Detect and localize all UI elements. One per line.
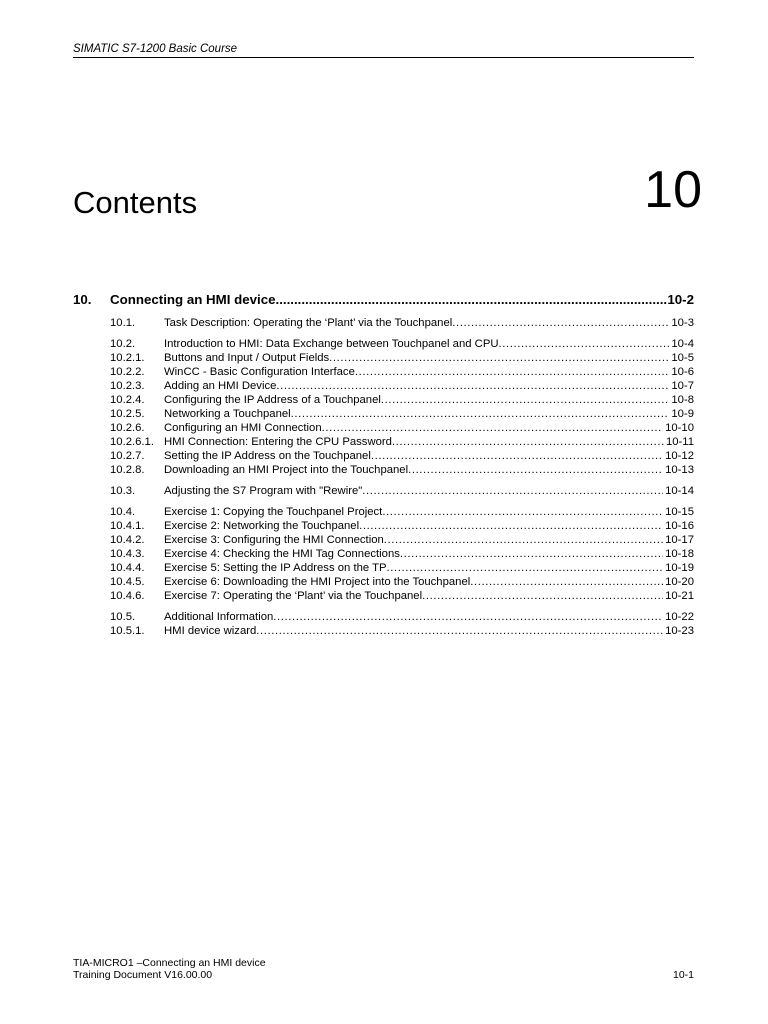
- toc-entry[interactable]: [110, 624, 694, 638]
- toc-leader-dots: [276, 291, 668, 308]
- toc-entry-number: 10.2.6.: [110, 422, 145, 434]
- running-footer: [73, 957, 694, 981]
- toc-entry-page: 10-7: [671, 380, 694, 392]
- toc-leader-dots: [359, 519, 663, 533]
- toc-leader-dots: [384, 533, 663, 547]
- toc-entry-text: Introduction to HMI: Data Exchange between Touchpanel and CPU: [164, 338, 499, 350]
- toc-entry-page: 10-6: [671, 366, 694, 378]
- toc-entry-page: 10-13: [665, 464, 694, 476]
- toc-entry-text: Configuring an HMI Connection: [164, 422, 322, 434]
- toc-entry-page: 10-5: [671, 352, 694, 364]
- toc-entry-number: 10.4.6.: [110, 590, 145, 602]
- toc-entry-number: 10.2.5.: [110, 408, 145, 420]
- toc-entry[interactable]: [110, 505, 694, 519]
- toc-entry[interactable]: [110, 435, 694, 449]
- toc-entry-number: 10.2.6.1.: [110, 436, 154, 448]
- toc-entry-page: 10-15: [665, 506, 694, 518]
- toc-entry-number: 10.2.8.: [110, 464, 145, 476]
- toc-entry-page: 10-14: [665, 485, 694, 497]
- toc-entry-page: 10-3: [671, 317, 694, 329]
- toc-entry-number: 10.1.: [110, 317, 136, 329]
- toc-entry-page: 10-17: [665, 534, 694, 546]
- toc-entry-text: HMI device wizard: [164, 625, 257, 637]
- toc-entry[interactable]: [110, 337, 694, 351]
- toc-entry-number: 10.4.: [110, 506, 136, 518]
- toc-entry[interactable]: [110, 316, 694, 330]
- toc-leader-dots: [276, 379, 669, 393]
- toc-entry-text: Networking a Touchpanel: [164, 408, 291, 420]
- footer-page-number: 10-1: [672, 969, 694, 981]
- toc-leader-dots: [400, 547, 663, 561]
- toc-entry[interactable]: [110, 610, 694, 624]
- toc-entry-page: 10-19: [665, 562, 694, 574]
- toc-entry-page: 10-11: [665, 436, 694, 448]
- toc-entry[interactable]: [110, 547, 694, 561]
- toc-leader-dots: [329, 351, 669, 365]
- toc-leader-dots: [408, 463, 663, 477]
- toc-entry-page: 10-9: [671, 408, 694, 420]
- toc-entry[interactable]: [110, 519, 694, 533]
- toc-entry[interactable]: [110, 407, 694, 421]
- toc-main-page: 10-2: [667, 292, 694, 307]
- toc-entry-number: 10.2.3.: [110, 380, 145, 392]
- toc-list: [110, 316, 694, 638]
- toc-leader-dots: [291, 407, 670, 421]
- toc-entry-text: Exercise 4: Checking the HMI Tag Connections: [164, 548, 400, 560]
- toc-entry[interactable]: [110, 421, 694, 435]
- toc-entry-page: 10-4: [671, 338, 694, 350]
- toc-entry-page: 10-22: [665, 611, 694, 623]
- toc-entry-number: 10.2.: [110, 338, 136, 350]
- toc-entry-number: 10.4.3.: [110, 548, 145, 560]
- toc-entry-text: Downloading an HMI Project into the Touchpanel: [164, 464, 409, 476]
- toc-leader-dots: [422, 589, 663, 603]
- toc-entry-text: Exercise 6: Downloading the HMI Project into the Touchpanel: [164, 576, 471, 588]
- toc-leader-dots: [387, 561, 664, 575]
- toc-entry[interactable]: [110, 393, 694, 407]
- toc-leader-dots: [499, 337, 670, 351]
- toc-leader-dots: [355, 365, 670, 379]
- toc-entry-text: Task Description: Operating the ‘Plant’ via the Touchpanel: [164, 317, 453, 329]
- toc-leader-dots: [452, 316, 669, 330]
- toc-entry-text: Setting the IP Address on the Touchpanel: [164, 450, 371, 462]
- toc-entry-number: 10.2.4.: [110, 394, 145, 406]
- toc-leader-dots: [256, 624, 663, 638]
- toc-leader-dots: [322, 421, 663, 435]
- toc-entry[interactable]: [110, 449, 694, 463]
- toc-entry[interactable]: [110, 351, 694, 365]
- toc-entry-page: 10-10: [665, 422, 694, 434]
- toc-entry-page: 10-8: [671, 394, 694, 406]
- toc-entry[interactable]: [110, 379, 694, 393]
- page-title: Contents: [73, 185, 198, 220]
- toc-entry-number: 10.4.4.: [110, 562, 145, 574]
- toc-entry-text: Additional Information: [164, 611, 274, 623]
- toc-entry-text: Exercise 3: Configuring the HMI Connection: [164, 534, 384, 546]
- toc-entry[interactable]: [110, 533, 694, 547]
- toc-entry-number: 10.2.2.: [110, 366, 145, 378]
- footer-course-line: TIA-MICRO1 –Connecting an HMI device: [73, 957, 266, 969]
- toc-entry-number: 10.4.1.: [110, 520, 145, 532]
- course-title: SIMATIC S7-1200 Basic Course: [73, 43, 238, 55]
- toc-entry[interactable]: [110, 561, 694, 575]
- toc-entry-text: Exercise 1: Copying the Touchpanel Project: [164, 506, 383, 518]
- toc-entry-text: Configuring the IP Address of a Touchpanel: [164, 394, 381, 406]
- toc-entry-page: 10-23: [665, 625, 694, 637]
- toc-entry-number: 10.5.1.: [110, 625, 145, 637]
- toc-entry-text: Adding an HMI Device: [164, 380, 277, 392]
- toc-entry-number: 10.2.1.: [110, 352, 145, 364]
- toc-entry-text: WinCC - Basic Configuration Interface: [164, 366, 355, 378]
- toc-entry[interactable]: [110, 484, 694, 498]
- toc-entry-number: 10.4.5.: [110, 576, 145, 588]
- toc-leader-dots: [371, 449, 663, 463]
- toc-entry-text: HMI Connection: Entering the CPU Password: [164, 436, 392, 448]
- toc-entry-text: Adjusting the S7 Program with "Rewire": [164, 485, 363, 497]
- toc-entry-page: 10-12: [665, 450, 694, 462]
- toc-entry-text: Exercise 5: Setting the IP Address on the TP: [164, 562, 387, 574]
- toc-entry[interactable]: [110, 463, 694, 477]
- running-header: [73, 43, 694, 58]
- toc-entry-number: 10.3.: [110, 485, 136, 497]
- chapter-number: 10: [644, 161, 702, 219]
- toc-leader-dots: [470, 575, 663, 589]
- toc-leader-dots: [392, 435, 664, 449]
- toc-main-number: 10.: [73, 292, 92, 307]
- toc-entry[interactable]: [110, 365, 694, 379]
- toc-entry-number: 10.2.7.: [110, 450, 145, 462]
- toc-leader-dots: [382, 505, 663, 519]
- toc-entry-number: 10.5.: [110, 611, 136, 623]
- toc-leader-dots: [362, 484, 663, 498]
- toc-entry-page: 10-21: [665, 590, 694, 602]
- toc-entry-text: Exercise 7: Operating the ‘Plant’ via the Touchpanel: [164, 590, 423, 602]
- toc-entry[interactable]: [110, 575, 694, 589]
- toc-entry-number: 10.4.2.: [110, 534, 145, 546]
- toc-entry-text: Buttons and Input / Output Fields: [164, 352, 330, 364]
- toc-main-entry[interactable]: [73, 291, 694, 308]
- footer-document-version: Training Document V16.00.00: [73, 969, 213, 981]
- toc-entry-text: Exercise 2: Networking the Touchpanel: [164, 520, 360, 532]
- toc-entry-page: 10-18: [665, 548, 694, 560]
- toc-entry-page: 10-16: [665, 520, 694, 532]
- toc-entry[interactable]: [110, 589, 694, 603]
- toc-main-text: Connecting an HMI device: [110, 292, 276, 307]
- toc-leader-dots: [381, 393, 669, 407]
- toc-entry-page: 10-20: [665, 576, 694, 588]
- toc-leader-dots: [273, 610, 663, 624]
